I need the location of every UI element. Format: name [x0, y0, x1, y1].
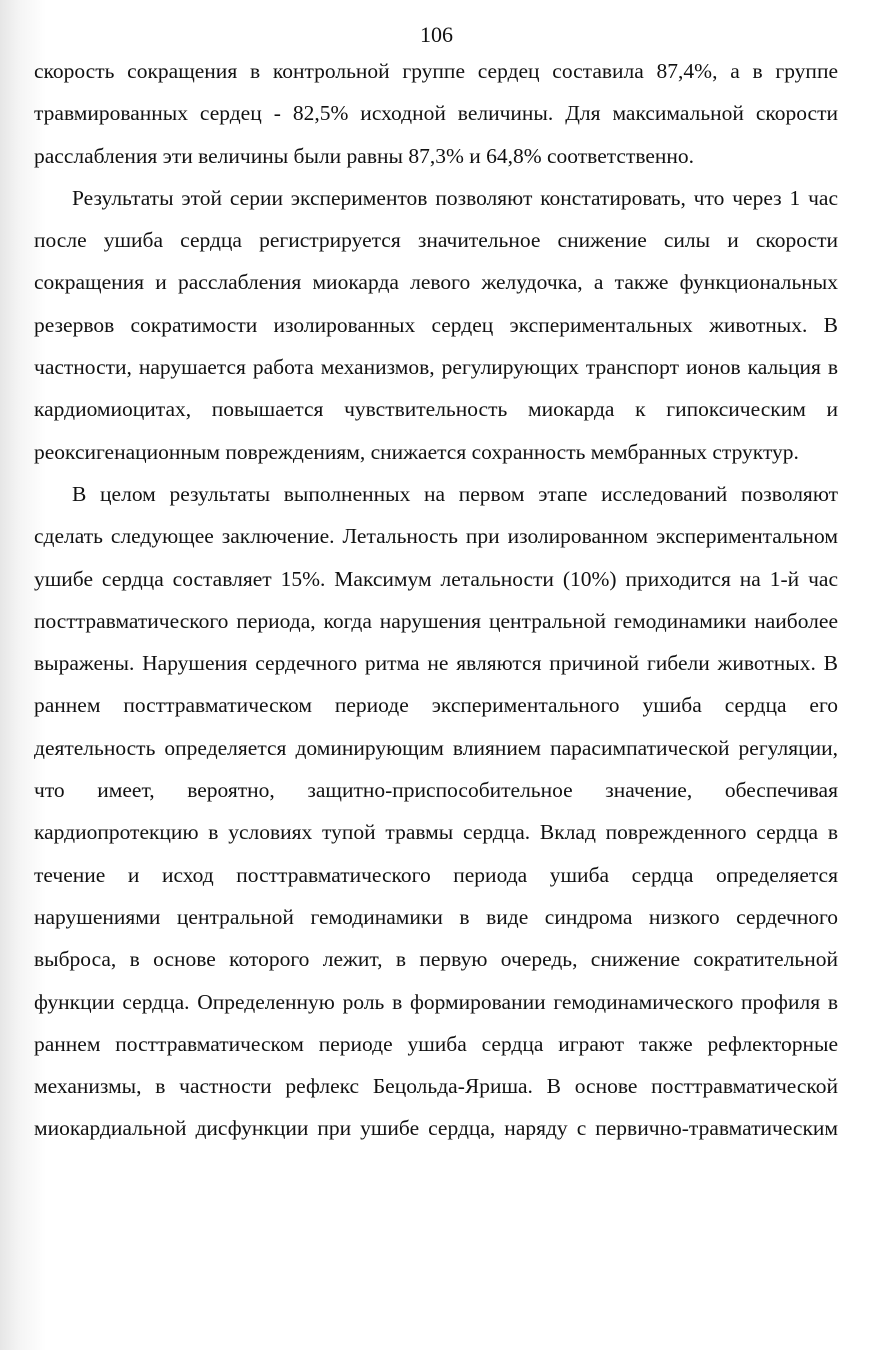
paragraph-continuation: скорость сокращения в контрольной группе сердец составила 87,4%, а в группе травмированных сердец - 82,5% исходной величины. Для максимальной скорости расслабления эти величины были равны 87,3% и 64,8% соответственно. — [34, 59, 838, 168]
page-number: 106 — [420, 22, 453, 47]
paragraph-conclusion: В целом результаты выполненных на первом этапе исследований позволяют сделать следующее заключение. Летальность при изолированном экспериментальном ушибе сердца составляет 15%. Максимум летальности (10%) приходится на 1-й час посттравматического периода, когда нарушения центральной гемодинамики наиболее выражены. Нарушения сердечного ритма не являются причиной гибели животных. В раннем посттравматическом периоде экспериментального ушиба сердца его деятельность определяется доминирующим влиянием парасимпатической регуляции, что имеет, вероятно, защитно-приспособительное значение, обеспечивая кардиопротекцию в условиях тупой травмы сердца. Вклад поврежденного сердца в течение и исход посттравматического периода ушиба сердца определяется нарушениями центральной гемодинамики в виде синдрома низкого сердечного выброса, в основе которого лежит, в первую очередь, снижение сократительной функции сердца. Определенную роль в формировании гемодинамического профиля в раннем посттравматическом периоде ушиба сердца играют также рефлекторные механизмы, в частности рефлекс Бецольда-Яриша. В основе посттравматической миокардиальной дисфункции при ушибе сердца, наряду с первично-травматическим — [34, 481, 838, 1141]
body-text — [34, 50, 838, 1150]
paragraph-results: Результаты этой серии экспериментов позволяют констатировать, что через 1 час после ушиба сердца регистрируется значительное снижение силы и скорости сокращения и расслабления миокарда левого желудочка, а также функциональных резервов сократимости изолированных сердец экспериментальных животных. В частности, нарушается работа механизмов, регулирующих транспорт ионов кальция в кардиомиоцитах, повышается чувствительность миокарда к гипоксическим и реоксигенационным повреждениям, снижается сохранность мембранных структур. — [34, 185, 838, 464]
